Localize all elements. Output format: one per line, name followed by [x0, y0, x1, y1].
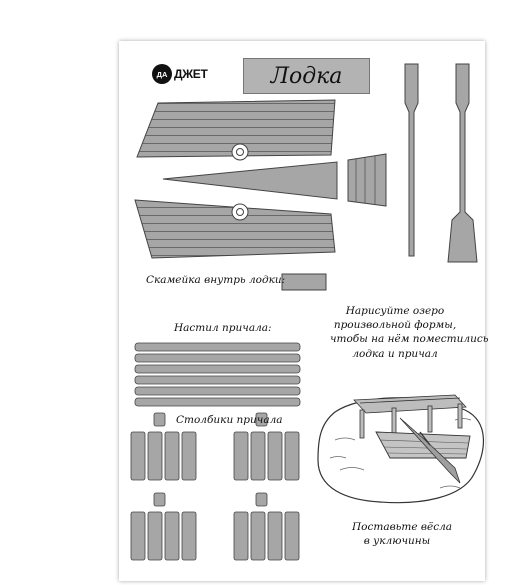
bench-piece	[282, 274, 326, 290]
boat-bottom-wedge	[163, 162, 337, 199]
boat-stern	[348, 154, 386, 206]
title-plate	[243, 58, 370, 94]
oars-line-1: Поставьте вёсла	[352, 521, 453, 533]
oars-line-2: в уключины	[363, 535, 431, 548]
lake-instruction	[330, 304, 489, 361]
deck-label: Настил причала:	[174, 322, 272, 334]
lake-line-2: произвольной формы,	[333, 319, 457, 332]
page-title: Лодка	[270, 63, 343, 89]
brand-name: ДЖЕТ	[174, 67, 208, 81]
boat-side-top	[137, 100, 335, 160]
lake-illustration	[318, 395, 483, 503]
brand-badge: ДА	[152, 64, 172, 84]
deck-planks	[135, 343, 300, 406]
lake-line-3: чтобы на нём поместились	[330, 333, 489, 346]
lake-line-4: лодка и причал	[352, 347, 438, 360]
oar-right	[448, 64, 477, 262]
boat-side-bottom	[135, 200, 335, 258]
lake-line-1: Нарисуйте озеро	[345, 305, 445, 317]
oars-instruction	[352, 520, 453, 548]
posts-group-3	[131, 493, 196, 560]
posts-group-4	[234, 493, 299, 560]
oar-left	[405, 64, 418, 256]
brand-logo	[152, 64, 208, 84]
bench-label: Скамейка внутрь лодки:	[146, 274, 286, 286]
posts-label: Столбики причала	[176, 414, 283, 426]
